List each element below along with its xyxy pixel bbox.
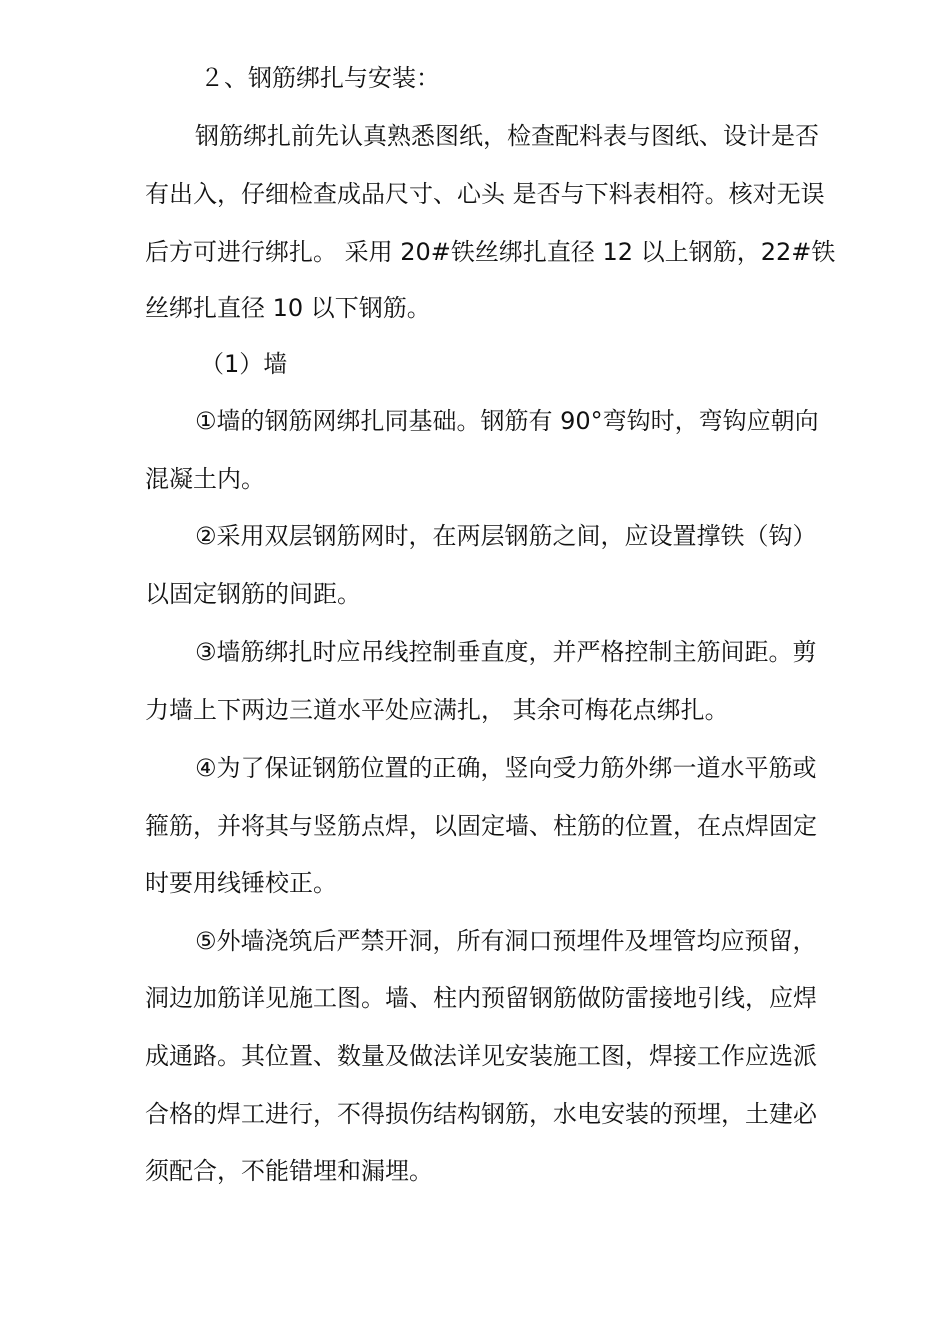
paragraph-line: 丝绑扎直径 10 以下钢筋。 bbox=[145, 294, 431, 322]
paragraph-line: 须配合，不能错埋和漏埋。 bbox=[145, 1157, 433, 1185]
paragraph-line: 时要用线锤校正。 bbox=[145, 869, 337, 897]
paragraph-line: 后方可进行绑扎。 采用 20#铁丝绑扎直径 12 以上钢筋，22#铁 bbox=[145, 238, 836, 266]
paragraph-line: ①墙的钢筋网绑扎同基础。钢筋有 90°弯钩时，弯钩应朝向 bbox=[195, 407, 819, 435]
paragraph-line: ②采用双层钢筋网时，在两层钢筋之间，应设置撑铁（钩） bbox=[195, 522, 817, 550]
section-heading: ２、钢筋绑扎与安装： bbox=[200, 64, 440, 92]
paragraph-line: ⑤外墙浇筑后严禁开洞，所有洞口预埋件及埋管均应预留， bbox=[195, 927, 817, 955]
paragraph-line: ③墙筋绑扎时应吊线控制垂直度，并严格控制主筋间距。剪 bbox=[195, 638, 817, 666]
paragraph-line: 合格的焊工进行，不得损伤结构钢筋，水电安装的预埋，土建必 bbox=[145, 1100, 817, 1128]
paragraph-line: 箍筋，并将其与竖筋点焊，以固定墙、柱筋的位置，在点焊固定 bbox=[145, 812, 817, 840]
paragraph-line: 以固定钢筋的间距。 bbox=[145, 580, 361, 608]
paragraph-line: 力墙上下两边三道水平处应满扎， 其余可梅花点绑扎。 bbox=[145, 696, 729, 724]
paragraph-line: 洞边加筋详见施工图。墙、柱内预留钢筋做防雷接地引线，应焊 bbox=[145, 984, 817, 1012]
subsection-heading: （1）墙 bbox=[200, 350, 288, 378]
paragraph-line: ④为了保证钢筋位置的正确，竖向受力筋外绑一道水平筋或 bbox=[195, 754, 817, 782]
paragraph-line: 有出入，仔细检查成品尺寸、心头 是否与下料表相符。核对无误 bbox=[145, 180, 825, 208]
paragraph-line: 混凝土内。 bbox=[145, 465, 265, 493]
paragraph-line: 钢筋绑扎前先认真熟悉图纸，检查配料表与图纸、设计是否 bbox=[195, 122, 819, 150]
paragraph-line: 成通路。其位置、数量及做法详见安装施工图，焊接工作应选派 bbox=[145, 1042, 817, 1070]
